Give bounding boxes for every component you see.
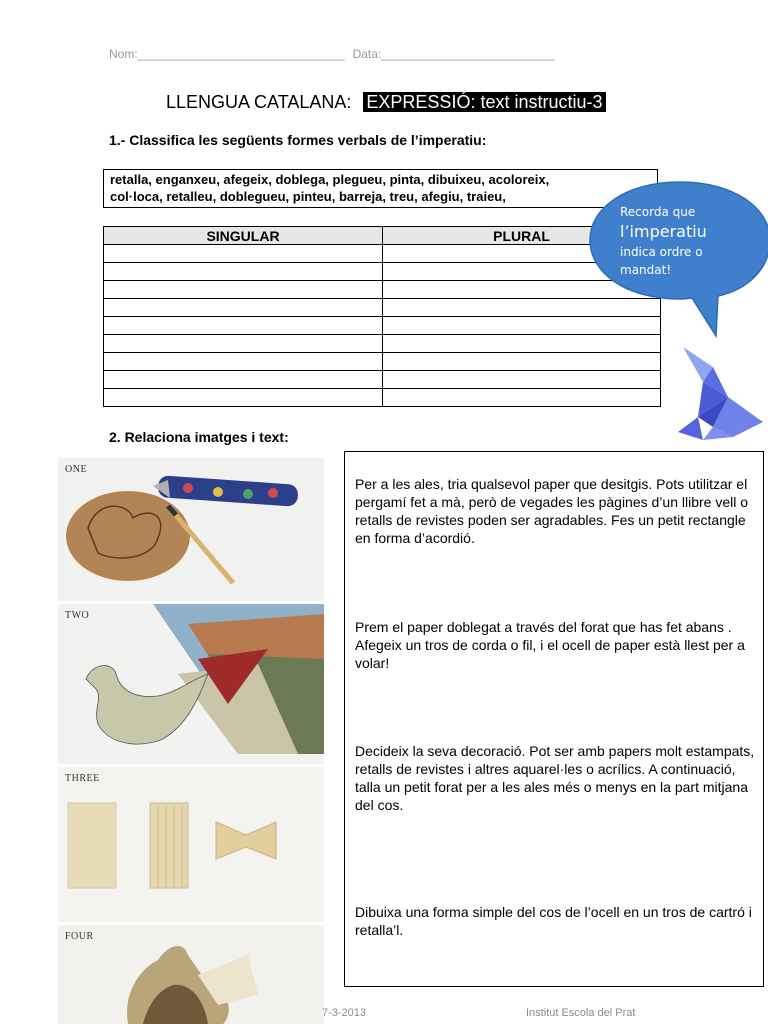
table-row [104,281,661,299]
singular-cell[interactable] [104,263,383,281]
topic-title: EXPRESSIÓ: text instructiu-3 [363,92,605,112]
table-row [104,263,661,281]
table-header-row [104,227,661,245]
singular-cell[interactable] [104,371,383,389]
table-row [104,299,661,317]
table-row [104,389,661,407]
page-title [166,92,606,113]
photo-label-three: THREE [65,773,100,784]
bubble-line-1: Recorda que [620,205,696,219]
singular-cell[interactable] [104,245,383,263]
singular-cell[interactable] [104,335,383,353]
table-row [104,371,661,389]
reminder-speech-bubble [588,178,768,340]
instruction-paragraph: Prem el paper doblegat a través del forat que has fet abans . Afegeix un tros de corda o fil, i el ocell de paper està llest per a volar! [355,619,745,671]
bubble-line-3: indica ordre o [620,245,703,259]
photo-step-one [58,458,324,601]
question-1-heading: 1.- Classifica les següents formes verbals de l’imperatiu: [109,132,487,148]
name-field: Nom:_______________________________ [109,47,345,61]
instruction-paragraph: Dibuixa una forma simple del cos de l’ocell en un tros de cartró i retalla’l. [355,904,752,938]
photo-one-illustration [58,458,324,601]
date-field: Data:__________________________ [352,47,555,61]
plural-cell[interactable] [383,371,661,389]
instruction-text-box [344,451,764,987]
photo-step-two [58,604,324,764]
photo-label-two: TWO [65,610,90,621]
origami-bird-icon [673,342,765,442]
photo-label-one: ONE [65,464,88,475]
singular-cell[interactable] [104,281,383,299]
photo-step-three [58,767,324,922]
photo-three-illustration [58,767,324,922]
instruction-paragraph: Per a les ales, tria qualsevol paper que desitgis. Pots utilitzar el pergamí fet a mà, però de vegades les pàgines d’un llibre vell o retalls de revistes poden ser agradables. Fes un petit rectangle en forma d’acordió. [355,476,749,546]
singular-cell[interactable] [104,353,383,371]
table-body [104,245,661,407]
table-row [104,317,661,335]
photo-two-illustration [58,604,324,764]
plural-cell[interactable] [383,389,661,407]
photo-four-illustration [58,925,324,1024]
photo-step-four [58,925,324,1024]
singular-cell[interactable] [104,317,383,335]
classification-table [103,226,661,407]
speech-bubble-text [620,203,760,279]
verb-list-line-2: col·loca, retalleu, doblegueu, pinteu, barreja, treu, afegiu, traieu, [110,189,506,204]
subject-title: LLENGUA CATALANA: [166,92,352,112]
column-header-singular: SINGULAR [104,227,383,245]
footer-date: 7-3-2013 [322,1007,367,1019]
column-header-plural: PLURAL [383,227,661,245]
singular-cell[interactable] [104,299,383,317]
plural-cell[interactable] [383,353,661,371]
instruction-paragraph: Decideix la seva decoració. Pot ser amb papers molt estampats, retalls de revistes i altres aquarel·les o acrílics. A continuació, talla un petit forat per a les ales més o menys en la part mitjana del cos. [355,743,755,813]
table-row [104,335,661,353]
question-2-heading: 2. Relaciona imatges i text: [109,429,289,445]
verb-list-box [103,169,658,208]
footer-school: Institut Escola del Prat [526,1007,636,1019]
singular-cell[interactable] [104,389,383,407]
bubble-line-4: mandat! [620,263,672,277]
table-row [104,245,661,263]
bubble-line-2: l’imperatiu [620,222,707,241]
table-row [104,353,661,371]
photo-label-four: FOUR [65,931,94,942]
header-fields [109,47,555,61]
verb-list-line-1: retalla, enganxeu, afegeix, doblega, plegueu, pinta, dibuixeu, acoloreix, [110,172,550,187]
